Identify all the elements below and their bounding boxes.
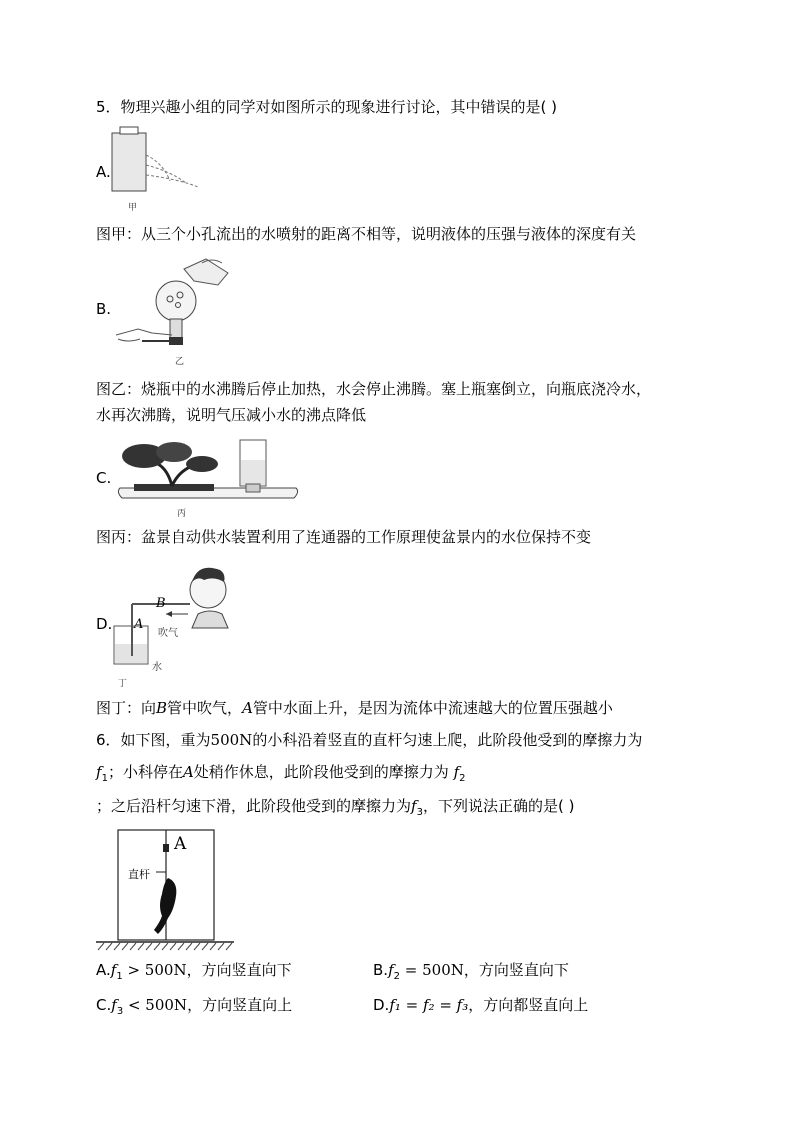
q5-caption-c: 丙 [177,509,187,519]
q5-option-b-letter: B. [96,300,112,318]
q5-option-d-letter: D. [96,615,113,633]
q6-option-a[interactable]: $A.f_1 > 500N$，方向竖直向下 [96,961,292,982]
q5-option-a-letter: A. [96,163,111,181]
q6-stem-line1: 6．如下图，重为500N的小科沿着竖直的直杆匀速上爬，此阶段他受到的摩擦力为 [96,731,643,749]
q5-option-c-text: 图丙：盆景自动供水装置利用了连通器的工作原理使盆景内的水位保持不变 [96,528,592,546]
q5-option-b-text-line2: 水再次沸腾，说明气压减小水的沸点降低 [96,406,367,424]
q5-option-c-letter: C. [96,469,112,487]
q6-figure-label-pole: 直杆 [128,868,150,881]
q5-option-b-text-line1: 图乙：烧瓶中的水沸腾后停止加热，水会停止沸腾。塞上瓶塞倒立，向瓶底浇冷水， [96,380,652,398]
q5-label-b: B [156,596,166,611]
bottle-holes-figure [108,125,203,195]
q5-caption-a: 甲 [128,203,138,213]
pole-climbing-figure [96,826,236,952]
q5-label-blow: 吹气 [158,628,178,639]
q5-stem: 5．物理兴趣小组的同学对如图所示的现象进行讨论，其中错误的是( ) [96,98,558,116]
flask-boiling-figure [112,255,237,355]
q5-option-d-text: 图丁：向B管中吹气，A管中水面上升，是因为流体中流速越大的位置压强越小 [96,699,613,717]
blowing-tube-figure [110,556,240,674]
q6-option-d[interactable]: D.f₁ = f₂ = f₃，方向都竖直向上 [373,996,589,1014]
q6-option-c[interactable]: $C.f_3 < 500N$，方向竖直向上 [96,996,293,1017]
bonsai-water-supply-figure [112,436,302,508]
q5-label-water: 水 [152,662,162,673]
q6-option-b[interactable]: $B.f_2 = 500N$，方向竖直向下 [373,961,569,982]
q5-label-a: A [134,617,144,632]
q6-stem-line3: ；之后沿杆匀速下滑，此阶段他受到的摩擦力为$f_3$，下列说法正确的是( ) [96,797,575,818]
q6-stem-line2: $f_1$；小科停在A处稍作休息，此阶段他受到的摩擦力为 $f_2$ [96,763,466,784]
q5-option-a-text: 图甲：从三个小孔流出的水喷射的距离不相等，说明液体的压强与液体的深度有关 [96,225,637,243]
q6-figure-label-a: A [174,834,187,854]
q5-caption-d: 丁 [118,679,128,689]
q5-caption-b: 乙 [175,357,185,367]
